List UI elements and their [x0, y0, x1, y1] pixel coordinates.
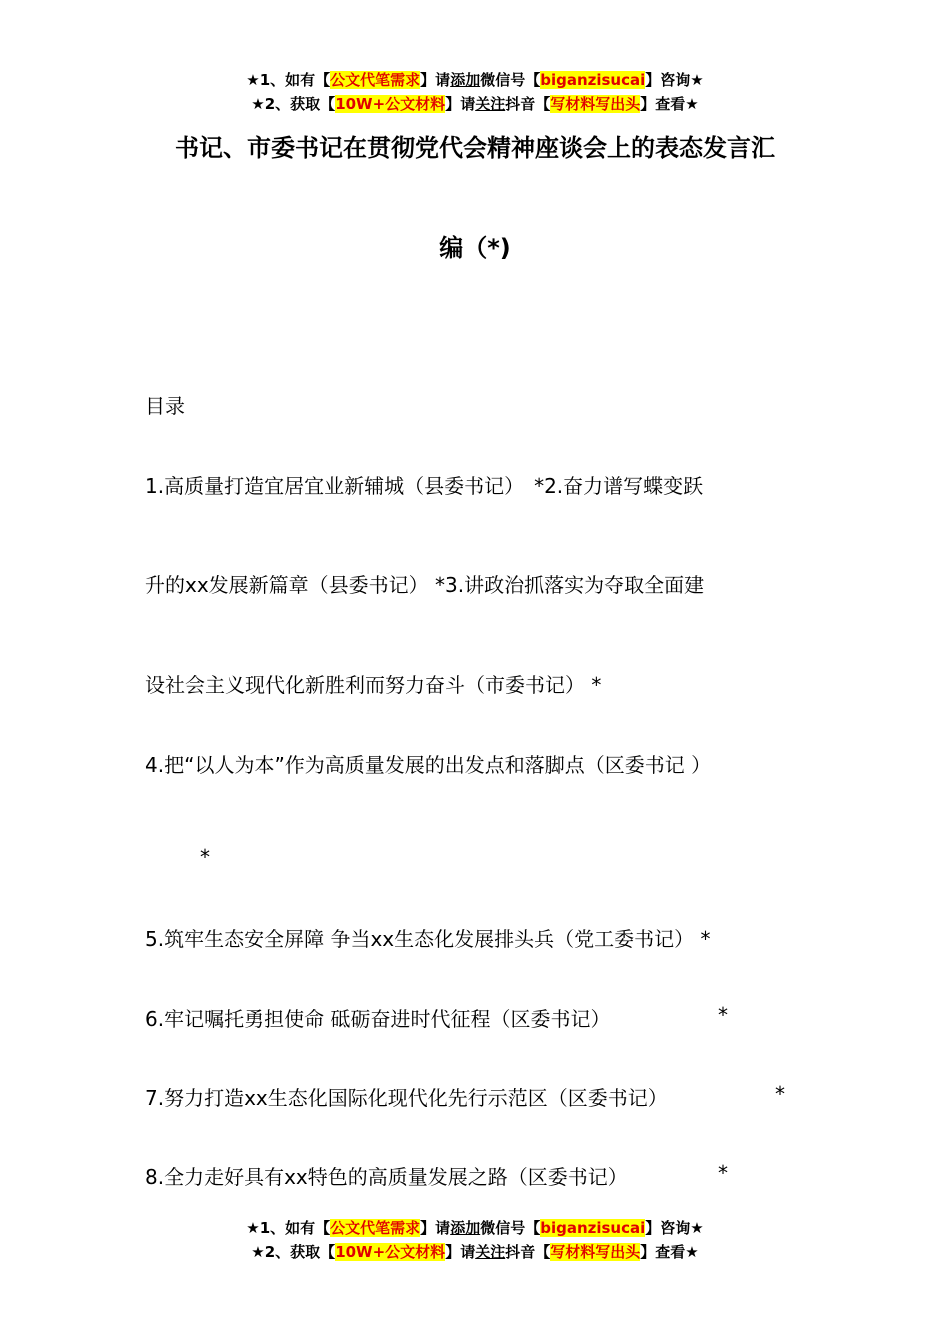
toc-line: 升的xx发展新篇章（县委书记） *3.讲政治抓落实为夺取全面建: [145, 573, 705, 597]
banner-text: ★2、获取【: [251, 95, 336, 113]
banner-text: 抖音【: [505, 1243, 551, 1261]
banner-highlight: 10W+公文材料: [335, 1243, 446, 1261]
banner-text: ★2、获取【: [251, 1243, 336, 1261]
banner-text: ★1、如有【: [246, 71, 331, 89]
banner-text: 】请: [445, 95, 476, 113]
banner-highlight: 公文代笔需求: [330, 1219, 421, 1237]
banner-underline: 添加: [450, 71, 481, 89]
toc-line: 7.努力打造xx生态化国际化现代化先行示范区（区委书记）: [145, 1086, 668, 1110]
banner-line-1: [0, 68, 950, 92]
toc-line: 1.高质量打造宜居宜业新辅城（县委书记） *2.奋力谱写蝶变跃: [145, 474, 704, 498]
page-title: 书记、市委书记在贯彻党代会精神座谈会上的表态发言汇: [175, 134, 775, 162]
banner-text: 】咨询★: [645, 1219, 704, 1237]
toc-line: 5.筑牢生态安全屏障 争当xx生态化发展排头兵（党工委书记） *: [145, 927, 711, 951]
toc-line: 4.把“以人为本”作为高质量发展的出发点和落脚点（区委书记 ）: [145, 753, 712, 777]
banner-text: 微信号【: [480, 1219, 541, 1237]
banner-line-2: [0, 92, 950, 116]
toc-star: *: [200, 845, 210, 869]
page-title-continued: 编（*): [439, 234, 511, 262]
banner-text: 微信号【: [480, 71, 541, 89]
banner-underline: 添加: [450, 1219, 481, 1237]
banner-highlight: biganzisucai: [540, 71, 646, 89]
toc-star: *: [775, 1082, 785, 1106]
toc-line: 8.全力走好具有xx特色的高质量发展之路（区委书记）: [145, 1165, 628, 1189]
banner-text: 】查看★: [640, 95, 699, 113]
header-banner: [0, 68, 950, 116]
banner-text: 】请: [420, 71, 451, 89]
banner-text: 】请: [445, 1243, 476, 1261]
banner-highlight: 写材料写出头: [550, 95, 641, 113]
banner-underline: 关注: [475, 95, 506, 113]
banner-text: 】请: [420, 1219, 451, 1237]
toc-heading: 目录: [145, 394, 185, 418]
banner-highlight: 公文代笔需求: [330, 71, 421, 89]
footer-banner: [0, 1216, 950, 1264]
banner-line-1: [0, 1216, 950, 1240]
banner-highlight: 10W+公文材料: [335, 95, 446, 113]
toc-star: *: [718, 1003, 728, 1027]
banner-highlight: biganzisucai: [540, 1219, 646, 1237]
toc-star: *: [718, 1161, 728, 1185]
toc-line: 6.牢记嘱托勇担使命 砥砺奋进时代征程（区委书记）: [145, 1007, 611, 1031]
banner-text: 】咨询★: [645, 71, 704, 89]
banner-text: 抖音【: [505, 95, 551, 113]
banner-highlight: 写材料写出头: [550, 1243, 641, 1261]
toc-line: 设社会主义现代化新胜利而努力奋斗（市委书记） *: [145, 673, 602, 697]
banner-text: 】查看★: [640, 1243, 699, 1261]
banner-text: ★1、如有【: [246, 1219, 331, 1237]
banner-underline: 关注: [475, 1243, 506, 1261]
banner-line-2: [0, 1240, 950, 1264]
